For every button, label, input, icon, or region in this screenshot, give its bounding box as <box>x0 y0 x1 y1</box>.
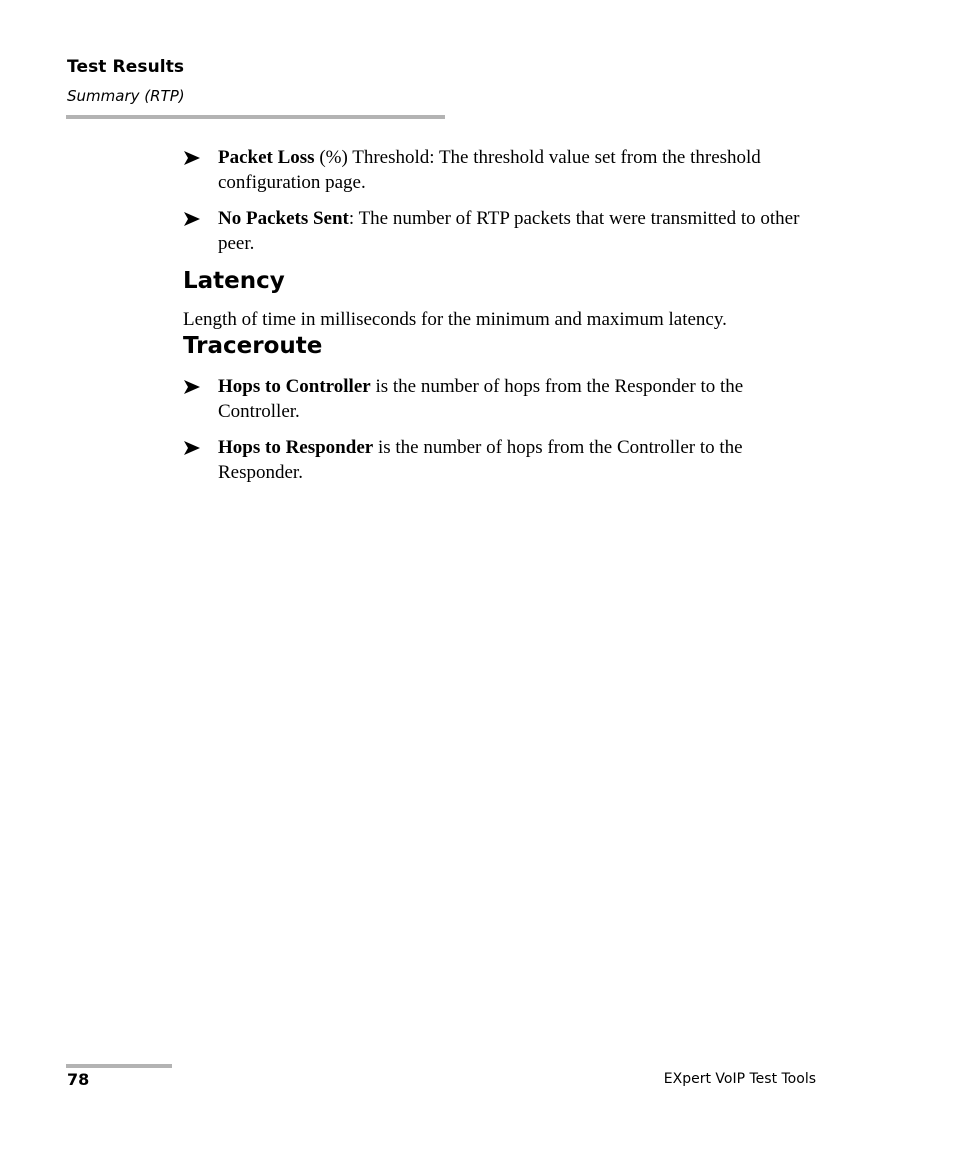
bullet-text: (%) Threshold: The threshold value set from the threshold configuration page. <box>218 147 761 193</box>
bullet-term: Hops to Responder <box>218 437 374 458</box>
bullet-term: No Packets Sent <box>218 208 349 229</box>
bullet-term: Hops to Controller <box>218 376 371 397</box>
arrowhead-bullet-icon <box>183 150 201 166</box>
arrowhead-bullet-icon <box>183 211 201 227</box>
arrowhead-bullet-icon <box>183 440 201 456</box>
bullet-hops-to-responder <box>183 435 823 485</box>
bullet-no-packets-sent <box>183 206 823 256</box>
header-divider <box>66 115 445 119</box>
bullet-term: Packet Loss <box>218 147 315 168</box>
latency-description: Length of time in milliseconds for the minimum and maximum latency. <box>183 309 727 330</box>
header-section-subtitle: Summary (RTP) <box>67 87 185 105</box>
latency-heading: Latency <box>183 268 285 294</box>
page-body <box>183 145 823 496</box>
bullet-text: is the number of hops from the Responder to the Controller. <box>218 376 744 422</box>
traceroute-heading: Traceroute <box>183 333 323 359</box>
header-chapter-title: Test Results <box>67 57 185 77</box>
page-number: 78 <box>67 1070 90 1089</box>
bullet-text: is the number of hops from the Controller to the Responder. <box>218 437 743 483</box>
intro-bullet-list <box>183 145 823 256</box>
arrowhead-bullet-icon <box>183 379 201 395</box>
bullet-hops-to-controller <box>183 374 823 424</box>
bullet-packet-loss <box>183 145 823 195</box>
footer-document-title: EXpert VoIP Test Tools <box>663 1071 816 1087</box>
footer-divider <box>66 1064 172 1068</box>
bullet-text: : The number of RTP packets that were transmitted to other peer. <box>218 208 800 254</box>
traceroute-bullet-list <box>183 374 823 485</box>
